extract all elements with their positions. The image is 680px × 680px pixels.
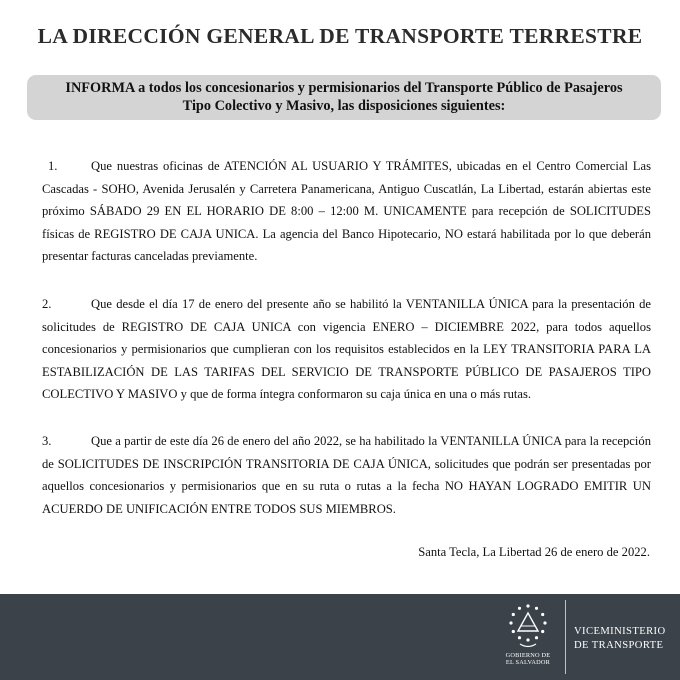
vice-line-2: DE TRANSPORTE — [574, 639, 664, 651]
item-text: Que nuestras oficinas de ATENCIÓN AL USUARIO Y TRÁMITES, ubicadas en el Centro Comercial Las Cascadas - SOHO, Avenida Jerusalén y Carretera Panamericana, Antiguo Cuscatlán, La Libertad, estarán abiertas este próximo SÁBADO 29 EN EL HORARIO DE 8:00 – 12:00 M. UNICAMENTE para recepción de SOLICITUDES físicas de REGISTRO DE CAJA UNICA. La agencia del Banco Hipotecario, NO estará habilitada por lo que deberán presentar facturas canceladas previamente. — [42, 159, 651, 264]
banner-line-1: INFORMA a todos los concesionarios y permisionarios del Transporte Público de Pasajeros — [65, 80, 623, 96]
item-text: Que a partir de este día 26 de enero del año 2022, se ha habilitado la VENTANILLA ÚNICA para la recepción de SOLICITUDES DE INSCRIPCIÓN TRANSITORIA DE CAJA ÚNICA, solicitudes que podrán ser presentadas por aquellos concesionarios y permisionarios que en su ruta o rutas a la fecha NO HAYAN LOGRADO EMITIR UN ACUERDO DE UNIFICACIÓN ENTRE TODOS SUS MIEMBROS. — [42, 434, 651, 516]
place-date-line: Santa Tecla, La Libertad 26 de enero de 2022. — [418, 545, 650, 559]
notice-banner — [27, 75, 661, 120]
footer-bar — [0, 594, 680, 680]
item-number: 1. — [48, 159, 58, 173]
item-number: 2. — [42, 297, 52, 311]
item-text: Que desde el día 17 de enero del presente año se habilitó la VENTANILLA ÚNICA para la presentación de solicitudes de REGISTRO DE CAJA UNICA con vigencia ENERO – DICIEMBRE 2022, para todos aquellos concesionarios y permisionarios que cumplieran con los requisitos establecidos en la LEY TRANSITORIA PARA LA ESTABILIZACIÓN DE LAS TARIFAS DEL SERVICIO DE TRANSPORTE PÚBLICO DE PASAJEROS TIPO COLECTIVO Y MASIVO y que de forma íntegra conformaron su caja única en una o más rutas. — [42, 297, 651, 402]
document-title: LA DIRECCIÓN GENERAL DE TRANSPORTE TERRESTRE — [37, 24, 643, 48]
footer-divider — [565, 600, 566, 674]
viceministerio-logo-text — [574, 625, 666, 653]
notice-item-2 — [42, 293, 651, 406]
item-number: 3. — [42, 434, 52, 448]
gov-line-2: EL SALVADOR — [505, 659, 551, 667]
el-salvador-coat-of-arms-icon — [503, 602, 553, 652]
banner-line-2: Tipo Colectivo y Masivo, las disposiciones siguientes: — [182, 97, 506, 114]
notice-item-3 — [42, 430, 651, 520]
government-logo-text — [496, 652, 560, 667]
notice-item-1 — [42, 155, 651, 268]
vice-line-1: VICEMINISTERIO — [574, 626, 666, 637]
gov-line-1: GOBIERNO DE — [505, 652, 551, 659]
